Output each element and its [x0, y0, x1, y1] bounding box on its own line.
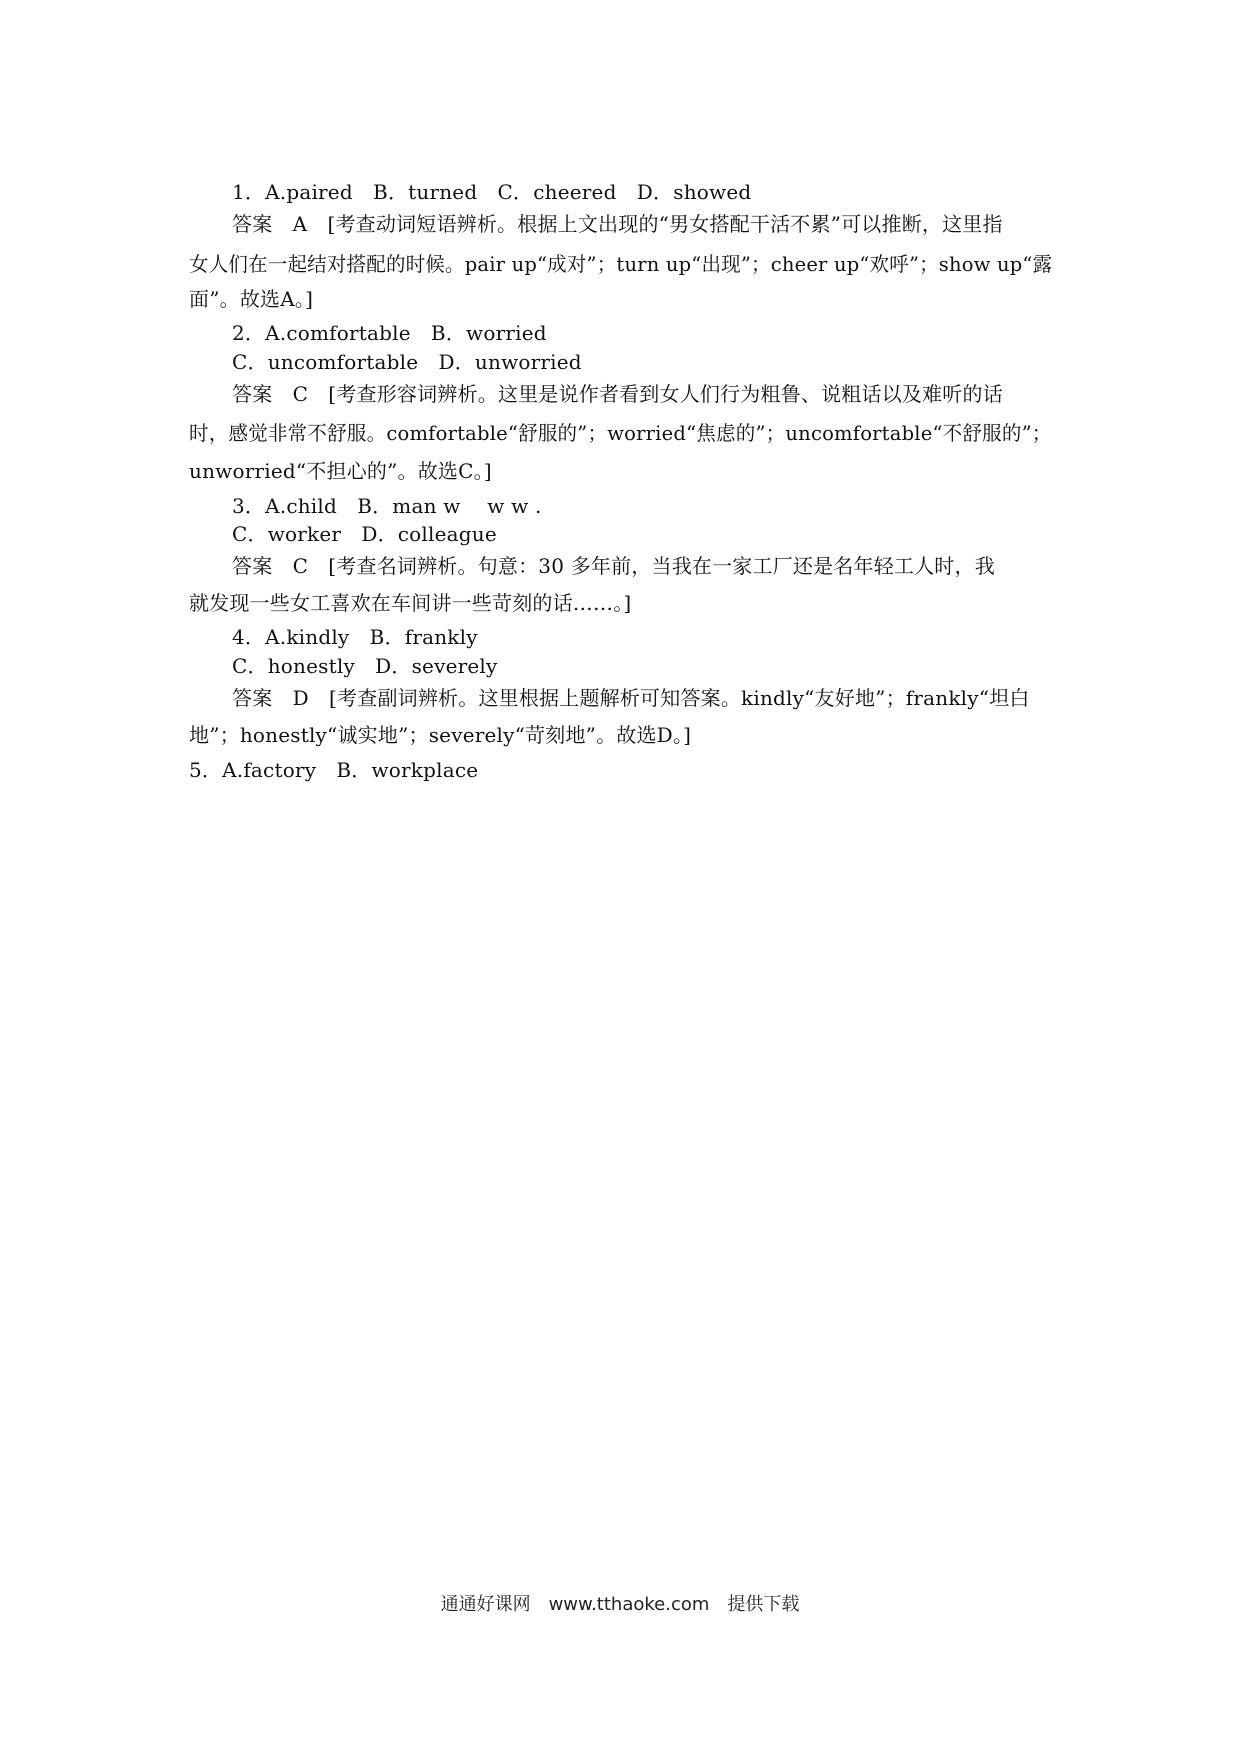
- q2-answer-line2: 时，感觉非常不舒服。comfortable“舒服的”；worried“焦虑的”；uncomfortable“不舒服的”；: [189, 421, 1052, 445]
- q4-options-a-b: 4．A.kindly B．frankly: [232, 625, 478, 649]
- q4-answer-line2: 地”；honestly“诚实地”；severely“苛刻地”。故选D。]: [189, 723, 692, 747]
- q4-answer-line1: 答案 D [考查副词辨析。这里根据上题解析可知答案。kindly“友好地”；frankly“坦白: [232, 686, 1030, 710]
- q1-answer-line1: 答案 A [考查动词短语辨析。根据上文出现的“男女搭配干活不累”可以推断，这里指: [232, 212, 1003, 236]
- q1-answer-line3: 面”。故选A。]: [189, 287, 314, 311]
- q1-answer-line2: 女人们在一起结对搭配的时候。pair up“成对”；turn up“出现”；cheer up“欢呼”；show up“露: [189, 252, 1053, 276]
- q2-options-a-b: 2．A.comfortable B．worried: [232, 321, 547, 345]
- q1-options: 1．A.paired B．turned C．cheered D．showed: [232, 180, 752, 204]
- q4-options-c-d: C．honestly D．severely: [232, 654, 498, 678]
- q2-answer-line3: unworried“不担心的”。故选C。]: [189, 459, 492, 483]
- q3-options-a-b: 3．A.child B．man w w w .: [232, 494, 542, 518]
- q2-answer-line1: 答案 C [考查形容词辨析。这里是说作者看到女人们行为粗鲁、说粗话以及难听的话: [232, 382, 1003, 406]
- q3-answer-line1: 答案 C [考查名词辨析。句意：30 多年前，当我在一家工厂还是名年轻工人时，我: [232, 554, 995, 578]
- q3-answer-line2: 就发现一些女工喜欢在车间讲一些苛刻的话……。]: [189, 591, 632, 615]
- q5-options: 5．A.factory B．workplace: [189, 758, 479, 782]
- download-footer: 通通好课网 www.tthaoke.com 提供下载: [440, 1594, 800, 1615]
- q2-options-c-d: C．uncomfortable D．unworried: [232, 350, 582, 374]
- q3-options-c-d: C．worker D．colleague: [232, 522, 497, 546]
